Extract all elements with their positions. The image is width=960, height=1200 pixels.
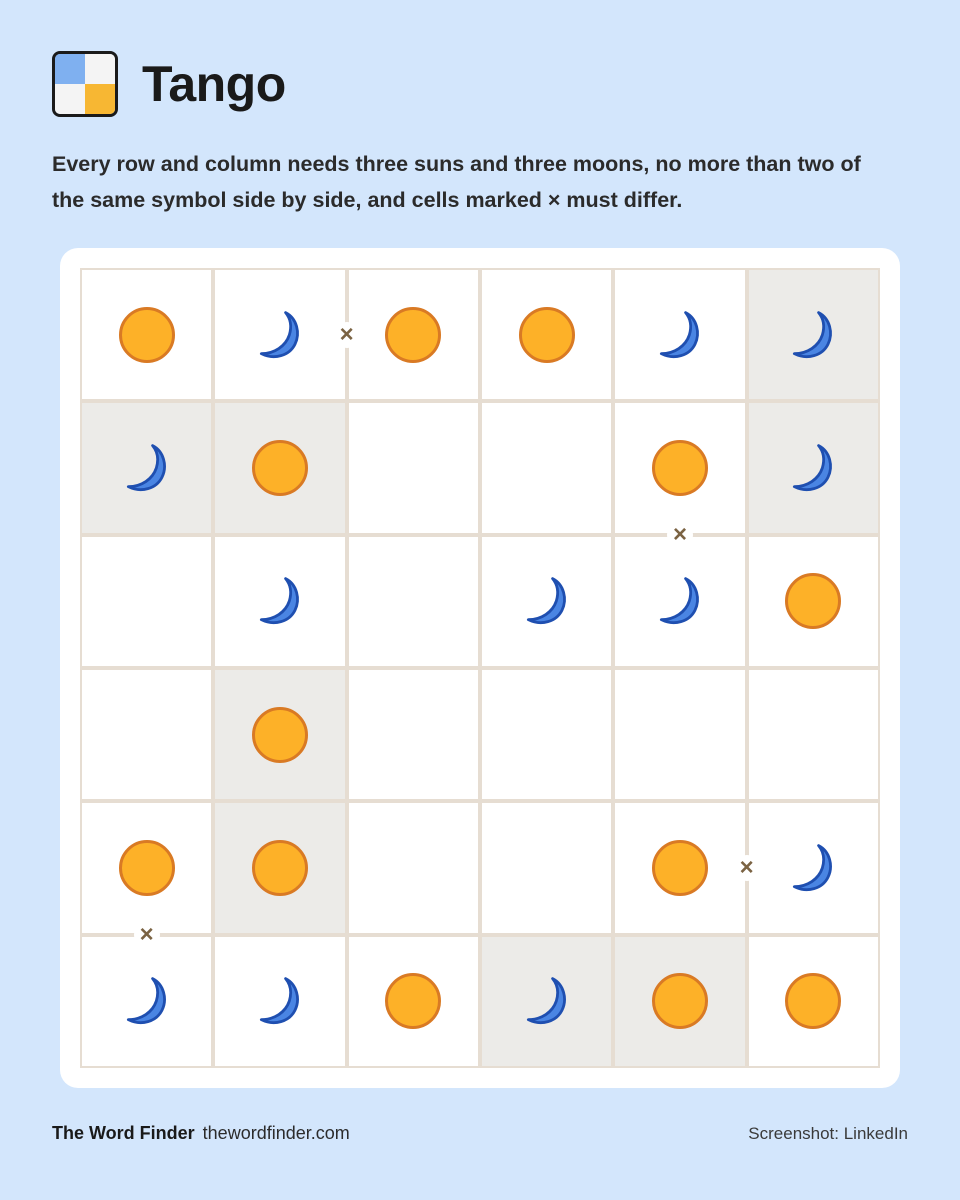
- board-cell-r1-c2[interactable]: [213, 268, 346, 401]
- board-cell-r1-c4[interactable]: [480, 268, 613, 401]
- instructions-text: Every row and column needs three suns and three moons, no more than two of the same symbol side by side, and cells marked × must differ.: [52, 152, 861, 212]
- board-cell-r6-c3[interactable]: [347, 935, 480, 1068]
- sun-icon: [652, 440, 708, 496]
- header: [52, 51, 286, 117]
- sun-icon: [119, 840, 175, 896]
- board-cell-r5-c3[interactable]: [347, 801, 480, 934]
- board-cell-r3-c5[interactable]: [613, 535, 746, 668]
- board-cell-r5-c1[interactable]: [80, 801, 213, 934]
- board-cell-r4-c5[interactable]: [613, 668, 746, 801]
- moon-icon: [119, 440, 175, 496]
- board-cell-r6-c5: [613, 935, 746, 1068]
- board-cell-r4-c2: [213, 668, 346, 801]
- board-cell-r5-c2: [213, 801, 346, 934]
- board-cell-r2-c4[interactable]: [480, 401, 613, 534]
- sun-icon: [652, 840, 708, 896]
- board-cell-r6-c1[interactable]: [80, 935, 213, 1068]
- moon-icon: [652, 307, 708, 363]
- board-cell-r6-c6[interactable]: [747, 935, 880, 1068]
- page-title: Tango: [142, 56, 286, 112]
- moon-icon: [252, 573, 308, 629]
- board-cell-r6-c2[interactable]: [213, 935, 346, 1068]
- board-cell-r2-c3[interactable]: [347, 401, 480, 534]
- moon-icon: [252, 307, 308, 363]
- board-cell-r4-c4[interactable]: [480, 668, 613, 801]
- board-cell-r3-c3[interactable]: [347, 535, 480, 668]
- board-cell-r4-c1[interactable]: [80, 668, 213, 801]
- sun-icon: [119, 307, 175, 363]
- moon-icon: [119, 973, 175, 1029]
- tango-logo: [52, 51, 118, 117]
- board-cell-r2-c1: [80, 401, 213, 534]
- moon-icon: [519, 973, 575, 1029]
- board-cell-r3-c1[interactable]: [80, 535, 213, 668]
- board-cell-r5-c6[interactable]: [747, 801, 880, 934]
- sun-icon: [385, 973, 441, 1029]
- moon-icon: [785, 840, 841, 896]
- differ-constraint-icon: ×: [134, 922, 160, 948]
- game-board: [80, 268, 880, 1068]
- sun-icon: [652, 973, 708, 1029]
- moon-icon: [785, 440, 841, 496]
- board-cell-r4-c6[interactable]: [747, 668, 880, 801]
- sun-icon: [385, 307, 441, 363]
- board-cell-r3-c6[interactable]: [747, 535, 880, 668]
- board-card: [60, 248, 900, 1088]
- moon-icon: [519, 573, 575, 629]
- board-cell-r2-c5[interactable]: [613, 401, 746, 534]
- board-cell-r3-c2[interactable]: [213, 535, 346, 668]
- footer-brand: [52, 1123, 350, 1144]
- sun-icon: [252, 840, 308, 896]
- moon-icon: [252, 973, 308, 1029]
- board-cell-r1-c1[interactable]: [80, 268, 213, 401]
- sun-icon: [252, 440, 308, 496]
- brand-site[interactable]: thewordfinder.com: [202, 1123, 350, 1143]
- screenshot-credit: Screenshot: LinkedIn: [748, 1124, 908, 1143]
- differ-constraint-icon: ×: [734, 855, 760, 881]
- board-cell-r4-c3[interactable]: [347, 668, 480, 801]
- differ-constraint-icon: ×: [667, 522, 693, 548]
- board-cell-r1-c6: [747, 268, 880, 401]
- brand-name: The Word Finder: [52, 1123, 195, 1143]
- board-cell-r2-c6: [747, 401, 880, 534]
- board-cell-r5-c4[interactable]: [480, 801, 613, 934]
- board-cell-r1-c3[interactable]: [347, 268, 480, 401]
- sun-icon: [785, 573, 841, 629]
- board-cell-r2-c2: [213, 401, 346, 534]
- board-cell-r6-c4: [480, 935, 613, 1068]
- differ-constraint-icon: ×: [334, 322, 360, 348]
- board-cell-r1-c5[interactable]: [613, 268, 746, 401]
- board-cell-r3-c4[interactable]: [480, 535, 613, 668]
- moon-icon: [652, 573, 708, 629]
- sun-icon: [252, 707, 308, 763]
- moon-icon: [785, 307, 841, 363]
- sun-icon: [519, 307, 575, 363]
- sun-icon: [785, 973, 841, 1029]
- board-cell-r5-c5[interactable]: [613, 801, 746, 934]
